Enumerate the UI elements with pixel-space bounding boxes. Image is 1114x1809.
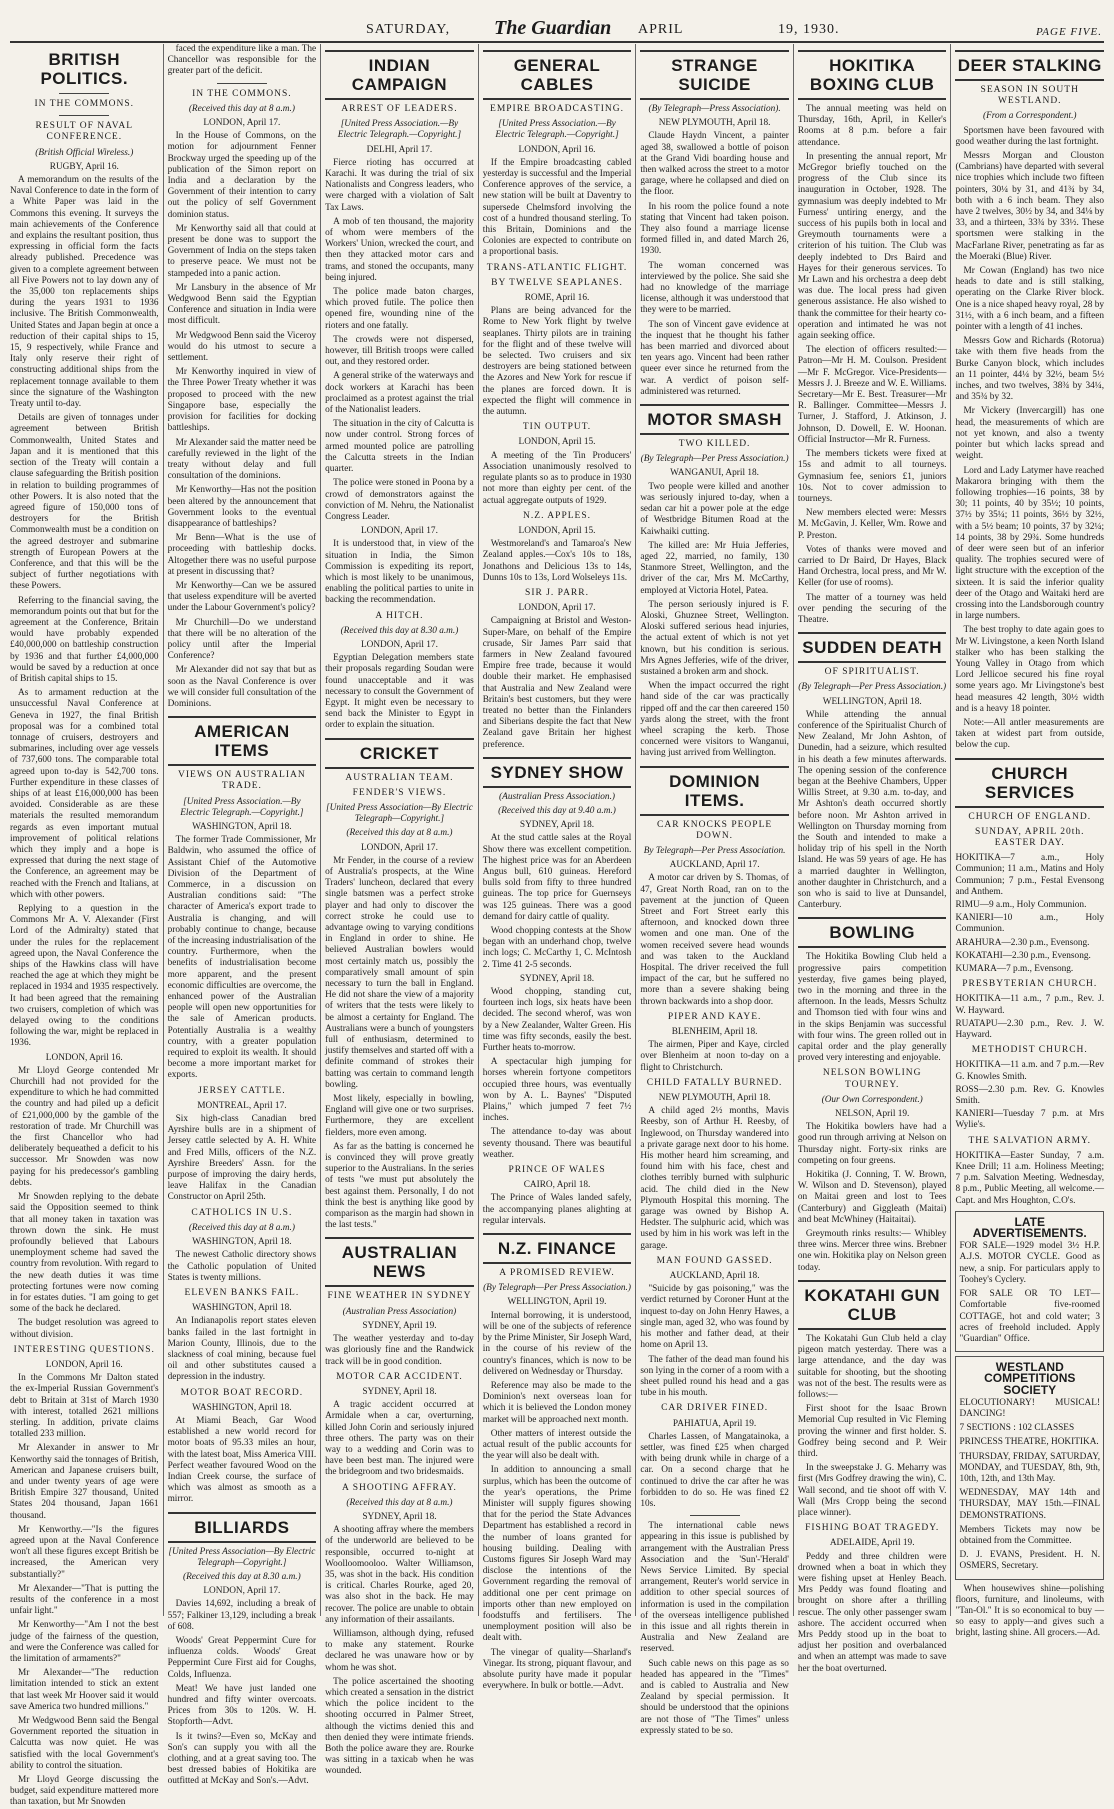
paragraph: Campaigning at Bristol and Weston-Super-Mare, on behalf of the Empire crusade, Sir James Parr said that farmers in New Zealand favoured Empire free trade, because it would double their market. He emphasised that Australia and New Zealand were Britain's best customers, but they were treated no better than the Finlanders and Siberians despite the fact that New Zealand gave Britain her highest preference. bbox=[482, 616, 632, 750]
service-entry: RUATAPU—2.30 p.m., Rev. J. W. Hayward. bbox=[955, 1018, 1105, 1041]
paragraph: It is understood that, in view of the situation in India, the Simon Commission is expediting its report, which is most likely to be unanimous, enabling the political parties to unite in backing the recommendation. bbox=[325, 539, 474, 606]
paragraph: Sportsmen have been favoured with good weather during the last fortnight. bbox=[955, 125, 1105, 147]
headline-church-services: CHURCH SERVICES bbox=[955, 758, 1104, 808]
subheading: FENDER'S VIEWS. bbox=[352, 787, 447, 798]
service-entry: RIMU—9 a.m., Holy Communion. bbox=[955, 900, 1087, 910]
headline-westland-competitions: WESTLAND COMPETITIONS SOCIETY bbox=[984, 1360, 1076, 1397]
masthead-month: APRIL bbox=[638, 22, 684, 37]
paragraph: A shooting affray where the members of the underworld are believed to be responsible, occurred to-night at Woolloomooloo. Walter Williamson, 35, was shot in the back. His condition is critical. Charles Rourke, aged 20, was also shot in the back. He may recover. The police are unable to obtain any information of their assailants. bbox=[325, 1525, 474, 1625]
dateline: LONDON, April 16. bbox=[45, 1359, 123, 1370]
column-4 bbox=[478, 44, 632, 1692]
paragraph: Peddy and three children were drowned when a boat in which they were fishing upset at Henley Beach. Mrs Peddy was found floating and brought on shore after a thrilling rescue. The only other passenger swam ashore. The accident occurred when Mrs Peddy stood up in the boat to adjust her position and overbalanced and when an attempt was made to save her the boat overturned. bbox=[797, 1551, 947, 1674]
subheading: CAR DRIVER FINED. bbox=[661, 1403, 769, 1414]
paragraph: Mr Kenworthy.—"Is the figures agreed upon at the Naval Conference won't all these figures except British be increased, the American very substantially?" bbox=[10, 1524, 159, 1580]
paragraph: Reference may also be made to the Dominion's next overseas loan for which it is believed the London money market will be approached next month. bbox=[482, 1380, 632, 1425]
dateline: PAHIATUA, April 19. bbox=[672, 1418, 757, 1429]
paragraph: Claude Haydn Vincent, a painter aged 38, swallowed a bottle of poison at the Grand Vidi boarding house and then walked across the street to a motor garage, where he collapsed and died on the floor. bbox=[640, 131, 789, 198]
notice-paragraph: The international cable news appearing in this issue is published by arrangement with the Australian Press Association and the 'Sun'-'Herald' News Service Limited. By special arrangement, Reuter's world service in addition to other special sources of information is used in the compilation of the overseas intelligence published in this issue and all rights therein in Australia and New Zealand are reserved. bbox=[640, 1521, 789, 1655]
paragraph: Mr Lloyd George discussing the budget, said expenditure mattered more than taxation, but Mr Snowden bbox=[10, 1775, 159, 1808]
paragraph: Mr Kenworthy—"Am I not the best judge of the fairness of the question, and were the Conference was called for the limitation of armaments?" bbox=[10, 1620, 159, 1665]
subheading: IN THE COMMONS. bbox=[34, 99, 135, 109]
paragraph: In his room the police found a note stating that Vincent had taken poison. They also found a marriage license formed filled in, and dated March 26, 1930. bbox=[640, 201, 789, 257]
paragraph: In the Commons Mr Dalton stated the ex-Imperial Russian Government's debt to Britain at 31st of March 1930 with interest, totalled 2621 millions sterling. In addition, private claims totalled 233 million. bbox=[10, 1373, 159, 1440]
dateline: MONTREAL, April 17. bbox=[197, 1100, 287, 1111]
paragraph: The Prince of Wales landed safely, the accompanying planes alighting at regular intervals. bbox=[482, 1193, 632, 1226]
paragraph: At the stud cattle sales at the Royal Show there was excellent competition. The highest price was for an Aberdeen Angus bull, 610 guineas. Hereford bulls sold from fifty to three hundred guineas. The top price for Guernseys was 125 guineas. There was a good demand for dairy cattle of quality. bbox=[482, 833, 632, 922]
service-entry: KANIERI—10 a.m., Holy Communion. bbox=[955, 913, 1105, 935]
column-1 bbox=[10, 44, 159, 1808]
paragraph: A child aged 2½ months, Mavis Reesby, son of Arthur H. Reesby, of Inglewood, on Thursday wandered into a private garage next door to his home. His mother heard him screaming, and found him with his face, chest and clothes terribly burned with sulphuric acid. The child died in the New Plymouth Hospital this morning. The garage was owned by Bishop A. Hedster. The sulphuric acid, which was used by him in his work was left in the garage. bbox=[640, 1106, 789, 1251]
source-line: By Telegraph—Per Press Association. bbox=[643, 845, 786, 856]
advert-line: WEDNESDAY, MAY 14th and THURSDAY, MAY 15th.—FINAL DEMONSTRATIONS. bbox=[959, 1488, 1101, 1521]
paragraph: When the impact occurred the right hand side of the car was practically ripped off and the car then careered 150 yards along the street, with the front wheel scraping the kerb. Those concerned were visitors to Wanganui, having just arrived from Wellington. bbox=[640, 681, 789, 759]
column-6 bbox=[793, 44, 947, 1674]
paragraph: The woman concerned was interviewed by the police. She said she had no knowledge of the marriage license, although it was understood that they were to be married. bbox=[640, 260, 789, 316]
dateline: WELLINGTON, April 19. bbox=[507, 1297, 607, 1308]
column-3 bbox=[320, 44, 474, 1777]
paragraph: Hokitika (J. Conning, T. W. Brown, W. Wilson and D. Stevenson), played on Maitai green and lost to Tees (Canterbury) and Giggleath (Maitai) and beat McWhiney (Haitaitai). bbox=[797, 1170, 947, 1225]
paragraph: The Kokatahi Gun Club held a clay pigeon match yesterday. There was a large attendance, and the day was suitable for shooting, but the shooting was not of the best. The results were as follows:— bbox=[797, 1333, 947, 1400]
subheading: ARREST OF LEADERS. bbox=[341, 104, 458, 114]
dateline: WASHINGTON, April 18. bbox=[192, 1402, 292, 1413]
dateline: AUCKLAND, April 18. bbox=[669, 1271, 760, 1282]
paragraph: Replying to a question in the Commons Mr A. V. Alexander (First Lord of the Admiralty) stated that under the rules for the replacement agreed upon, the Naval Conference the ships of the Hawkins class will have reached the age at which they might be replaced in 1934 and 1935 respectively. It had been agreed that the remaining two cruisers, completion of which was delayed owing to the conditions following the war, might be replaced in 1936. bbox=[10, 904, 159, 1049]
subheading: FINE WEATHER IN SYDNEY bbox=[327, 1291, 472, 1302]
dateline: LONDON, April 17. bbox=[360, 842, 438, 853]
paragraph: The crowds were not dispersed, however, till British troops were called out, and they restored order. bbox=[325, 334, 474, 368]
headline-sydney-show: SYDNEY SHOW bbox=[483, 757, 632, 788]
headline-australian-news: AUSTRALIAN NEWS bbox=[325, 1237, 474, 1287]
paragraph: Mr Kenworthy inquired in view of the Three Power Treaty whether it was proposed to proceed with the new Singapore base, especially the provision for facilities for docking battleships. bbox=[167, 367, 317, 434]
headline-dominion-items: DOMINION ITEMS. bbox=[640, 766, 789, 816]
paragraph: Lord and Lady Latymer have reached Makarora bringing with them the following trophies—16 points, 38 by 30; 11 points, 40 by 35½; 10 points, 37½ by 35¼; 11 points, 36½ by 32½, with a 5½ beam; 10 points, 37 by 32¼; 14 points, 38 by 29¾. Some hundreds of deer were seen but of an inferior quality. The trophies secured were of light structure with the exception of the sixteen. It is said the inferior quality deer of the Otago and Waitaki herd are crossing into the Landsborough country in large numbers. bbox=[955, 465, 1105, 622]
paragraph: Other matters of interest outside the actual result of the public accounts for the year will also be dealt with. bbox=[482, 1428, 632, 1462]
paragraph: An Indianapolis report states eleven banks failed in the last fortnight in Marion County, Illinois, due to the slackness of coal mining, because fuel oil and other substitutes caused a depression in the industry. bbox=[167, 1316, 317, 1383]
paragraph: Messrs Gow and Richards (Rotorua) take with them five heads from the Burke Canyon block, which includes an 11 pointer, 44¼ by 32½, beam 5½ inches, and two twelves, 38¾ by 34¼, and 35¾ by 32. bbox=[955, 336, 1105, 403]
source-line: (From a Correspondent.) bbox=[982, 111, 1077, 122]
source-line: [United Press Association.—By Electric Telegraph.—Copyright.] bbox=[180, 796, 304, 818]
dateline: BLENHEIM, April 18. bbox=[671, 1027, 758, 1038]
subheading: A PROMISED REVIEW. bbox=[499, 1268, 615, 1279]
subheading: INTERESTING QUESTIONS. bbox=[13, 1344, 155, 1355]
column-7 bbox=[950, 44, 1105, 1639]
paragraph: The matter of a tourney was held over pending the securing of the Theatre. bbox=[797, 592, 947, 625]
paragraph: Mr Cowan (England) has two nice heads to date and is still stalking, operating on the Clarke River block. One is a nice shaped heavy royal, 28 by 31½, with a 6 inch beam, and a fifteen pointer with a length of 41 inches. bbox=[955, 266, 1105, 333]
paragraph: Mr Kenworthy said all that could at present be done was to support the Government of India on the steps taken to preserve peace. We must not be stampeded into a panic action. bbox=[167, 223, 317, 279]
dateline: SYDNEY, April 18. bbox=[362, 1511, 437, 1522]
service-entry: KANIERI—Tuesday 7 p.m. at Mrs Wylie's. bbox=[955, 1109, 1105, 1131]
paragraph: In the sweepstake J. G. Meharry was first (Mrs Godfrey drawing the win), C. Wall second, and tie shoot off with V. Wall (Mrs Cropp being the second place winner). bbox=[797, 1463, 947, 1518]
subheading: TIN OUTPUT. bbox=[522, 422, 592, 433]
paragraph: Mr Churchill—Do we understand that there will be no alteration of the policy until after the Imperial Conference? bbox=[167, 617, 317, 662]
dateline: LONDON, April 15. bbox=[518, 437, 596, 448]
headline-indian-campaign: INDIAN CAMPAIGN bbox=[325, 50, 474, 100]
masthead-day: SATURDAY, bbox=[366, 22, 451, 37]
column-2 bbox=[163, 44, 317, 1787]
paragraph: Internal borrowing, it is understood, will be one of the subjects of reference by the Prime Minister, Sir Joseph Ward, in the course of his review of the country's finances, which is now to be delivered on Wednesday or Thursday. bbox=[482, 1310, 632, 1377]
paragraph: Mr Benn—What is the use of proceeding with battleship docks. Altogether there was no useful purpose at present in discussing that? bbox=[167, 533, 317, 577]
paragraph: The police made baton charges, which proved futile. The police then opened fire, wounding nine of the rioters and one fatally. bbox=[325, 287, 474, 331]
paragraph: First shoot for the Isaac Brown Memorial Cup resulted in Vic Fleming proving the winner and first holder. S. Godfrey being second and P. Weir third. bbox=[797, 1404, 947, 1459]
paragraph: Mr Alexander in answer to Mr Kenworthy said the tonnages of British, American and Japanese cruisers built, and under twenty years of age were British Empire 327 thousand, United States 204 thousand, Japan 1661 thousand. bbox=[10, 1443, 159, 1521]
received-line: (Received this day at 8 a.m.) bbox=[188, 103, 295, 114]
source-line: (Australian Press Association) bbox=[342, 1306, 457, 1317]
subheading: A SHOOTING AFFRAY. bbox=[342, 1482, 457, 1493]
paragraph: Mr Wedgwood Benn said the Viceroy would do his utmost to secure a settlement. bbox=[167, 330, 317, 364]
paragraph: Davies 14,692, including a break of 557; Falkiner 13,129, including a break of 608. bbox=[167, 1599, 317, 1632]
dateline: LONDON, April 17. bbox=[518, 603, 596, 614]
paragraph: Votes of thanks were moved and carried to Dr Baird, Dr Hayes, Black Hand Orchestra, local press, and Mr W. Keller (for use of rooms). bbox=[797, 544, 947, 589]
columns bbox=[8, 44, 1106, 1808]
competitions-advert bbox=[955, 1356, 1104, 1579]
headline-kokatahi-gun-club: KOKATAHI GUN CLUB bbox=[798, 1280, 947, 1330]
service-entry: HOKITIKA—7 a.m., Holy Communion; 11 a.m., Matins and Holy Communion; 7 p.m., Festal Evensong and Anthem. bbox=[955, 853, 1105, 897]
dateline: WELLINGTON, April 18. bbox=[822, 696, 922, 707]
subheading: CATHOLICS IN U.S. bbox=[191, 1207, 293, 1218]
subheading: SIR J. PARR. bbox=[525, 587, 589, 598]
source-line: (By Telegraph—Per Press Association.) bbox=[483, 1283, 631, 1294]
paragraph: Westmoreland's and Tamaroa's New Zealand apples.—Cox's 10s to 18s, Jonathons and Delicious 13s to 14s, Dunns 10s to 13s, Lord Wolseleys 11s. bbox=[482, 539, 632, 583]
paragraph: The airmen, Piper and Kaye, circled over Blenheim at noon to-day on a flight to Christchurch. bbox=[640, 1040, 789, 1073]
rule bbox=[690, 1515, 740, 1516]
paragraph: Fierce rioting has occurred at Karachi. It was during the trial of six Nationalists and Congress leaders, who were charged with a violation of Salt Tax Laws. bbox=[325, 157, 474, 213]
paragraph: A general strike of the waterways and dock workers at Karachi has been proclaimed as a protest against the trial of the Nationalist leaders. bbox=[325, 371, 474, 416]
advert-line: ELOCUTIONARY! MUSICAL! DANCING! bbox=[959, 1397, 1101, 1419]
paragraph: In addition to announcing a small surplus, which has been the outcome of the year's operations, the Prime Minister will supply figures showing that for the period the State Advances Department has established a record in the number of loans granted for housing building. Dealing with Customs figures Sir Joseph Ward may disclose the intentions of the Government regarding the removal of additional one per cent primage on imports other than new employed on foodstuffs and fertilisers. The unemployment position will also be dealt with. bbox=[482, 1465, 632, 1644]
paragraph: The weather yesterday and to-day was gloriously fine and the Randwick track will be in good condition. bbox=[325, 1334, 474, 1367]
paragraph: Mr Snowden replying to the debate said the Opposition seemed to think that all money taken in taxation was thrown down the sink. He must profoundly believed that Labours unemployment scheme had saved the country from revolution. With regard to the new death duties it was time protecting fortunes were now coming in for estates duties. "I am going to get some of the back he declared. bbox=[10, 1192, 159, 1315]
paragraph: Mr Fender, in the course of a review of Australia's prospects, at the Wine Traders' luncheon, declared that every single batsmen was a perfect stroke player and had only to discover the correct stroke he could use to advantage owing to varying conditions in England in order to shine. He believed Australian bowlers would most certainly match us, possibly the comparatively small amount of spin necessary to turn the ball in England. He did not share the view of a majority of writers that the tests were likely to be almost a certainty for England. The Australians were a bunch of youngsters full of enthusiasm, determined to justify themselves and started off with a definite command of strokes their batting was certain to command length bowling. bbox=[325, 855, 474, 1090]
dateline: WASHINGTON, April 18. bbox=[192, 1303, 292, 1314]
received-line: (Received this day at 8 a.m.) bbox=[346, 1497, 453, 1508]
subheading: THE SALVATION ARMY. bbox=[968, 1135, 1092, 1146]
paragraph: Mr Alexander—"That is putting the results of the conference in a most unfair light." bbox=[10, 1583, 159, 1617]
paragraph: Egyptian Delegation members state their proposals regarding Soudan were found unacceptable and it was necessary to consult the Government of Egypt. It might even be necessary to send back the Minister to Egypt in order to explain the situation. bbox=[325, 653, 474, 731]
subheading: MAN FOUND GASSED. bbox=[656, 1255, 773, 1266]
subheading: PRINCE OF WALES bbox=[508, 1165, 606, 1176]
dateline: LONDON, April 17. bbox=[203, 118, 281, 129]
received-line: (Received this day at 9.40 a.m.) bbox=[498, 805, 616, 816]
headline-late-advertisements: LATE ADVERTISEMENTS. bbox=[972, 1214, 1087, 1241]
source-line: (By Telegraph—Per Press Association.) bbox=[640, 454, 789, 465]
source-line: [United Press Association—By Electric Telegraph—Copyright.] bbox=[168, 1546, 316, 1568]
subheading: CHILD FATALLY BURNED. bbox=[646, 1077, 783, 1088]
dateline: LONDON, April 17. bbox=[360, 639, 438, 650]
paragraph: A spectacular high jumping for horses wherein fortyone competitors occupied three hours, was eventually won by A. L. Baynes' "Disputed Plains," which jumped 7 feet 7½ inches. bbox=[482, 1057, 632, 1124]
paragraph: At Miami Beach, Gar Wood established a new world record for motor boats of 95.33 miles an hour, with the latest boat, Miss America VIII. Perfect weather favoured Wood on the Indian Creek course, the surface of which was almost as smooth as a mirror. bbox=[167, 1415, 317, 1505]
subheading: IN THE COMMONS. bbox=[192, 88, 292, 99]
paragraph: The Hokitika bowlers have had a good run through arriving at Nelson on Thursday night. Forty-six rinks are competing on four greens. bbox=[797, 1122, 947, 1166]
paragraph: A motor car driven by S. Thomas, of 47, Great North Road, ran on to the pavement at the junction of Queen Street and Fort Street early this afternoon, and knocked down three women and one man. One of the women received severe head wounds and was taken to the Auckland Hospital. The driver received the full impact of the car, but he suffered no more than a severe shaking being thrown backwards into a shop door. bbox=[640, 873, 789, 1007]
dateline: ROME, April 16. bbox=[524, 293, 590, 304]
advert-line: THURSDAY, FRIDAY, SATURDAY, MONDAY, and TUESDAY, 8th, 9th, 10th, 12th, and 13th May. bbox=[959, 1451, 1101, 1484]
paragraph: The police were stoned in Poona by a crowd of demonstrators against the conviction of M. Nehru, the Nationalist Congress Leader. bbox=[325, 478, 474, 522]
headline-nz-finance: N.Z. FINANCE bbox=[483, 1233, 632, 1264]
received-line: (Received this day at 8 a.m.) bbox=[346, 828, 453, 839]
paragraph: Mr Alexander said the matter need be carefully reviewed in the light of the treaty without delay and full consultation of the dominions. bbox=[167, 437, 317, 482]
source-line: (By Telegraph—Press Association). bbox=[648, 104, 781, 114]
dateline: CAIRO, April 18. bbox=[523, 1180, 591, 1191]
paragraph: Wood chopping contests at the Show began with an underhand chop, twelve inch logs; C. McCarthy 1, C. McIntosh 2. Time 41 2-5 seconds. bbox=[482, 926, 632, 970]
advertisement: Is it twins?—Even so, McKay and Son's can supply you with all the clothing, and at a great saving too. The best dressed babies of Hokitika are outfitted at McKay and Son's.—Advt. bbox=[167, 1731, 317, 1787]
paragraph: New members elected were: Messrs M. McGavin, J. Keller, Wm. Rowe and P. Preston. bbox=[797, 508, 947, 541]
paragraph: Messrs Morgan and Clouston (Cambrians) have departed with several nice trophies which include two fifteen pointers, 30¼ by 31, and 41¾ by 34, both with a 6 inch beam. They also have 2 twelves, 30½ by 34, and 34⅛ by 33, and a thirteen, 33¾ by 33½. These sportsmen were stalking in the MacFarlane River, penetrating as far as the Moeraki (Blue) River. bbox=[955, 151, 1105, 262]
paragraph: Mr Kenworthy—Can we be assured that useless expenditure will be averted under the Labour Government's policy? bbox=[167, 580, 317, 614]
paragraph: Six high-class Canadian bred Ayrshire bulls are in a shipment of Jersey cattle selected by A. H. White and Fred Mills, officers of the N.Z. Ayrshire Breeders' Assn. for the purpose of improving the dairy herds, leave Halifax in the Canadian Constructor on April 25th. bbox=[167, 1114, 317, 1203]
paragraph: Referring to the financial saving, the memorandum points out that but for the agreement at the Conference, Britain would have probably expended £40,000,000 on battleship construction by 1936 and that further £4,000,000 would be saved by a reduction at once of British capital ships to 15. bbox=[10, 595, 159, 684]
dateline: SYDNEY, April 18. bbox=[519, 973, 595, 984]
advert-line: 7 SECTIONS : 102 CLASSES bbox=[959, 1423, 1075, 1434]
column-5 bbox=[635, 44, 789, 1736]
subheading: AUSTRALIAN TEAM. bbox=[345, 772, 454, 783]
service-entry: HOKITIKA—Easter Sunday, 7 a.m. Knee Drill; 11 a.m. Holiness Meeting; 7 p.m. Salvation Meeting. Wednesday, 8 p.m., Public Meeting, all welcome.—Capt. and Mrs Houghton, C.O's. bbox=[955, 1150, 1105, 1206]
headline-american-items: AMERICAN ITEMS bbox=[168, 716, 317, 766]
paragraph: As far as the batting is concerned he is convinced they will prove greatly superior to the Australians. In the series of tests "we must put absolutely the best against them. Personally, I do not think the best is anything like good by comparison as the margin had shown in the last tests." bbox=[325, 1141, 474, 1231]
paragraph: The killed are: Mr Huia Jefferies, aged 22, married, no family, 130 Stanmore Street, Wellington, and the driver of the car, Mrs M. McCarthy, employed at Victoria Hotel, Patea. bbox=[640, 540, 789, 596]
paragraph: The election of officers resulted:— Patron—Mr H. M. Coulson. President—Mr F. McGregor. Vice-Presidents—Messrs J. J. Breeze and W. E. Williams. Secretary—Mr E. Best. Treasurer—Mr R. Ballinger. Committee—Messrs J. Turner, J. Stafford, J. Atkinson, J. Johnson, D. Dowell, E. W. Hoonan. Official Instructor—Mr R. Furness. bbox=[797, 345, 947, 445]
subheading: TRANS-ATLANTIC FLIGHT. bbox=[486, 262, 628, 273]
dateline: LONDON, April 16. bbox=[518, 144, 596, 155]
dateline: LONDON, April 15. bbox=[518, 525, 596, 536]
paragraph: If the Empire broadcasting cabled yesterday is successful and the Imperial Conference approves of the service, a new station will be built at Daventry to supersede Chelmsford involving the cost of a hundred thousand sterling. To this Britain, Dominions and the Colonies are expected to contribute on a proportional basis. bbox=[482, 157, 632, 258]
paragraph: Greymouth rinks results:— Whibley three wins. Mercer three wins. Brebner one win. Hokitika play on Nelson green today. bbox=[797, 1229, 947, 1273]
dateline: NELSON, April 19. bbox=[834, 1109, 910, 1120]
paragraph: In presenting the annual report, Mr McGregor briefly touched on the progress of the Club since its inauguration in October, 1928. The gymnasium was deeply indebted to Mr Furness' untiring energy, and the success of his pupils both in local and Greymouth tournaments were a criterion of his tuition. The Club was deeply indebted to Drs Baird and Hayes for their generous services. To Mr Lawn and his orchestra a deep debt was due. The local press had given generous assistance. He also wished to thank the committee for their hearty co-operation and intimated he was not again seeking office. bbox=[797, 151, 947, 342]
church-listing bbox=[955, 812, 1104, 1207]
headline-general-cables: GENERAL CABLES bbox=[483, 50, 632, 100]
paragraph: The son of Vincent gave evidence at the inquest that he thought his father has been married and divorced about ten years ago. Vincent had been rather queer ever since he returned from the war. A verdict of poison self-administered was returned. bbox=[640, 319, 789, 397]
subheading: CHURCH OF ENGLAND. bbox=[968, 811, 1092, 822]
paragraph: The annual meeting was held on Thursday, 16th, April, in Keller's Rooms at 8 p.m. before a fair attendance. bbox=[797, 104, 947, 148]
dateline: LONDON, April 16. bbox=[45, 1052, 123, 1063]
advertisement: The vinegar of quality—Sharland's Vinegar. Its strong, piquant flavour, and absolute purity have made it popular everywhere. In bulk or bottle.—Advt. bbox=[482, 1647, 632, 1692]
source-line: (Australian Press Association.) bbox=[499, 791, 615, 802]
paragraph: A meeting of the Tin Producers' Association unanimously resolved to regulate plants so as to produce in 1930 not more than eighty per cent. of the actual aggregate outputs of 1929. bbox=[482, 450, 632, 506]
subheading: OF SPIRITUALIST. bbox=[824, 667, 920, 678]
dateline: WASHINGTON, April 18. bbox=[192, 1237, 292, 1248]
advertisement: Woods' Great Peppermint Cure for influenza colds. Woods' Great Peppermint Cure First aid for Coughs, Colds, Influenza. bbox=[167, 1635, 317, 1680]
subheading: SEASON IN SOUTH WESTLAND. bbox=[980, 85, 1079, 107]
dateline: SYDNEY, April 19. bbox=[362, 1320, 437, 1331]
advert-line: D. J. EVANS, President. H. N. OSMERS, Secretary. bbox=[959, 1550, 1101, 1572]
paragraph: Note:—All antler measurements are taken at widest part from outside, below the cup. bbox=[955, 717, 1105, 751]
paragraph: The Hokitika Bowling Club held a progressive pairs competition yesterday, five games being played, two in the morning and three in the afternoon. In the leads, Messrs Schultz and Thomson tied with four wins and in the skips Benjamin was successful with four wins. The green rolled out in capital order and the play generally proved very interesting and enjoyable. bbox=[797, 952, 947, 1064]
source-line: [United Press Association—By Electric Telegraph—Copyright.] bbox=[325, 802, 473, 825]
paragraph: Plans are being advanced for the Rome to New York flight by twelve seaplanes. Thirty pilots are in training for the flight and of these twelve will be selected. Two cruisers and six destroyers are being stationed between the Azores and New York for rescue if the planes are forced down. It is expected the flight will commence in the autumn. bbox=[482, 306, 632, 418]
source-line: (British Official Wireless.) bbox=[35, 147, 134, 158]
dateline: RUGBY, April 16. bbox=[49, 161, 119, 172]
advert-line: Members Tickets may now be obtained from the Committee. bbox=[959, 1524, 1101, 1546]
paragraph: Mr Kenworthy—Has not the position been altered by the announcement that Government looks to the eventual disappearance of battleships? bbox=[167, 485, 317, 529]
dateline: ADELAIDE, April 19. bbox=[829, 1538, 915, 1549]
headline-sudden-death: SUDDEN DEATH bbox=[798, 632, 947, 663]
dateline: WANGANUI, April 18. bbox=[670, 468, 760, 479]
service-entry: ARAHURA—2.30 p.m., Evensong. bbox=[955, 937, 1090, 948]
headline-motor-smash: MOTOR SMASH bbox=[640, 404, 789, 435]
dateline: SYDNEY, April 18. bbox=[519, 820, 595, 831]
page-number: PAGE FIVE. bbox=[1035, 26, 1102, 38]
paragraph: Mr Lansbury in the absence of Mr Wedgwood Benn said the Egyptian Conference and situation in India were most difficult. bbox=[167, 282, 317, 327]
subheading: N.Z. APPLES. bbox=[523, 510, 591, 521]
paragraph: The police ascertained the shooting which created a sensation in the district which the police incident to the shooting occurred in Palmer Street, although the victims denied this and then denied they were intimate friends. Both the police aware they are. Rourke was sitting in a taxicab when he was wounded. bbox=[325, 1676, 474, 1777]
source-line: (Our Own Correspondent.) bbox=[821, 1094, 923, 1105]
advertisement: When housewives shine—polishing floors, furniture, and linoleums, with "Tan-Ol." It is so economical to buy —so easy to apply—and gives such a bright, lasting shine. All grocers.—Ad. bbox=[955, 1583, 1105, 1639]
classified-ad: FOR SALE—1929 model 3½ H.P. A.J.S. MOTOR CYCLE. Good as new, a snip. For particulars apply to Toohey's Cyclery. bbox=[959, 1241, 1101, 1285]
subheading: METHODIST CHURCH. bbox=[971, 1045, 1088, 1056]
headline-cricket: CRICKET bbox=[325, 738, 474, 769]
notice-paragraph: Such cable news on this page as so headed has appeared in the "Times" and is cabled to Australia and New Zealand by special permission. It should be understood that the opinions are not those of "The Times" unless expressly stated to be so. bbox=[640, 1658, 789, 1736]
paragraph: Mr Lloyd George contended Mr Churchill had not provided for the expenditure to which he had committed the country and had piled up a deficit of £21,000,000 by the gamble of the restoration of trade. Mr Churchill was the first Chancellor who had deliberately bequeathed a deficit to his successor. Mr Snowden was now paying for his predecessor's gambling debts. bbox=[10, 1065, 159, 1188]
paragraph: Mr Vickery (Invercargill) has one head, the measurements of which are not yet known, and also a twenty pointer but which lacks spread and weight. bbox=[955, 406, 1105, 462]
headline-hokitika-boxing-club: HOKITIKA BOXING CLUB bbox=[798, 50, 947, 100]
service-entry: KUMARA—7 p.m., Evensong. bbox=[955, 964, 1074, 975]
classified-ad: FOR SALE OR TO LET—Comfortable five-roomed COTTAGE, hot and cold water; 3 acres of freehold included. Apply "Guardian" Office. bbox=[959, 1289, 1101, 1344]
rule bbox=[59, 93, 109, 94]
paragraph: A tragic accident occurred at Armidale when a car, overturning, killed John Corin and seriously injured three others. The party was on their way to a wedding and Corin was to have been best man. The injured were the bridegroom and two bridesmaids. bbox=[325, 1400, 474, 1478]
service-entry: HOKITIKA—11 a.m. and 7 p.m.—Rev G. Knowles Smith. bbox=[955, 1060, 1105, 1082]
masthead bbox=[10, 4, 1104, 43]
subheading: VIEWS ON AUSTRALIAN TRADE. bbox=[178, 770, 306, 792]
masthead-title: The Guardian bbox=[494, 17, 612, 39]
headline-deer-stalking: DEER STALKING bbox=[955, 50, 1104, 81]
paragraph: Mr Alexander did not say that but as soon as the Naval Conference is over we will consider full consultation of the Dominions. bbox=[167, 665, 317, 709]
dateline: NEW PLYMOUTH, April 18. bbox=[658, 1093, 771, 1104]
headline-billiards: BILLIARDS bbox=[168, 1512, 317, 1543]
late-advertisements-box bbox=[955, 1211, 1104, 1352]
service-entry: ROSS—2.30 p.m. Rev. G. Knowles Smith. bbox=[955, 1084, 1105, 1107]
dateline: LONDON, April 17. bbox=[203, 1586, 281, 1597]
paragraph: Mr Alexander—"The reduction limitation intended to stick an extent that last week Mr Hoover said it would save America two hundred millions." bbox=[10, 1668, 159, 1712]
subheading: RESULT OF NAVAL CONFERENCE. bbox=[35, 121, 134, 143]
paragraph: The best trophy to date again goes to Mr W. Livingstone, a keen North Island stalker who has been stalking the Young Valley in Otago from which Lord Jellicoe secured his fine royal some years ago. Mr Livingstone's best head measures 42 length, 30½ width and is a heavy 18 pointer. bbox=[955, 625, 1105, 714]
paragraph: The father of the dead man found his son lying in the corner of a room with a sheet pulled round his head and a gas tube in his mouth. bbox=[640, 1354, 789, 1399]
dateline: LONDON, April 17. bbox=[360, 526, 438, 537]
paragraph: A mob of ten thousand, the majority of whom were members of the Workers' Union, wrecked the court, and then they attacked motor cars and trams, and stoned the occupants, many being injured. bbox=[325, 216, 474, 283]
paragraph: Charles Lassen, of Mangatainoka, a settler, was fined £25 when charged with being drunk while in charge of a car. On a second charge that he continued to drive the car after he was forbidden to do so. He was fined £2 10s. bbox=[640, 1431, 789, 1509]
rule bbox=[217, 83, 267, 84]
received-line: (Received this day at 8.30 a.m.) bbox=[340, 625, 459, 636]
masthead-date: 19, 1930. bbox=[778, 22, 840, 37]
paragraph: The members tickets were fixed at 15s and admit to all tourneys. Gymnasium fee, seniors £1, juniors 10s. Not to cover admission to tourneys. bbox=[797, 449, 947, 504]
subheading: ELEVEN BANKS FAIL. bbox=[184, 1287, 300, 1298]
paragraph: The situation in the city of Calcutta is now under control. Strong forces of armed mounted police are patrolling the Calcutta streets in the Indian quarter. bbox=[325, 419, 474, 475]
paragraph: The person seriously injured is F. Aloski, Ghuznee Street, Wellington. Aloski suffered serious head injuries, the actual extent of which is not yet known, but his condition is serious. Mrs Agnes Jefferies, wife of the driver, sustained a broken arm and shock. bbox=[640, 599, 789, 677]
subheading: SUNDAY, APRIL 20th. EASTER DAY. bbox=[975, 826, 1085, 848]
paragraph: While attending the annual conference of the Spiritualist Church of New Zealand, Mr John Ashton, of Dunedin, had a seizure, which resulted in his death a few minutes afterwards. The opening session of the conference began at the Beehive Chambers, Upper Willis Street, at 9.30 a.m. to-day, and Mr Ashton's death occurred shortly before noon. Mr Ashton arrived in Wellington on Thursday morning from the South and intended to make a holiday trip of his spell in the North Island. He was 59 years of age. He has a married daughter in Wellington, another daughter in Christchurch, and a son who is said to live at Dunsandel, Canterbury. bbox=[797, 709, 947, 911]
received-line: (Received this day at 8.30 a.m.) bbox=[183, 1571, 301, 1582]
subheading: NELSON BOWLING TOURNEY. bbox=[822, 1068, 922, 1090]
paragraph: Mr Wedgwood Benn said the Bengal Government reported the situation in Calcutta was now quiet. He was satisfied with the local Government's ability to control the situation. bbox=[10, 1716, 159, 1771]
dateline: DELHI, April 17. bbox=[366, 144, 433, 155]
dateline: AUCKLAND, April 17. bbox=[669, 860, 760, 871]
paragraph: Most likely, especially in bowling, England will give one or two surprises. Furthermore, they are excellent fielders, more even among. bbox=[325, 1094, 474, 1138]
service-entry: KOKATAHI—2.30 p.m., Evensong. bbox=[955, 950, 1091, 961]
advertisement: Meat! We have just landed one hundred and fifty winter overcoats. Prices from 30s to 120s. W. H. Stopforth—Advt. bbox=[167, 1683, 317, 1728]
subheading: MOTOR BOAT RECORD. bbox=[180, 1387, 304, 1398]
dateline: SYDNEY, April 18. bbox=[362, 1386, 437, 1397]
paragraph: The attendance to-day was about seventy thousand. There was beautiful weather. bbox=[482, 1127, 632, 1160]
paragraph: Wood chopping, standing cut, fourteen inch logs, six heats have been decided. The second wherof, was won by a New Zealander, Walter Green. His time was fifty seconds, easily the best. Further heats to-morrow. bbox=[482, 987, 632, 1054]
subheading: MOTOR CAR ACCIDENT. bbox=[336, 1371, 463, 1382]
paragraph: In the House of Commons, on the motion for adjournment Fenner Brockway urged the speeding up of the publication of the Simon report on India and a declaration by the Government of their intention to carry out the policy of self Government dominion status. bbox=[167, 131, 317, 220]
paragraph: As to armament reduction at the unsuccessful Naval Conference at Geneva in 1927, the final British proposal was for a combined total tonnage of cruisers, destroyers and submarines, including over age vessels of 737,600 tons. The comparable total agreed upon to-day is 542,700 tons. Further expenditure in these classes of ships of at least £16,000,000 has been avoided. Considerable as are these materials the resulted memorandum regards as even important mutual improvement of political relations which they imply and a hope is expressed that during the next stage of the Conference, an agreement may be reached with the French and Italians, at which with other powers. bbox=[10, 688, 159, 900]
paragraph: The former Trade Commissioner, Mr Baldwin, who assumed the office of Assistant Chief of the Automotive Division of the Department of Commerce, in a discussion on Australian conditions said: "The character of America's export trade to Australia is changing, and will probably continue to change, because of the increasing industrialisation of the country. Furthermore, when the benefits of industrialisation become more apparent, and the present economic difficulties are overcome, the enhanced power of the Australian people will open new opportunities for the sale of American products. Potentially Australia is a wealthy country, with a greater population required to exploit its wealth. It should become a more important market for exports. bbox=[167, 835, 317, 1081]
subheading: CAR KNOCKS PEOPLE DOWN. bbox=[657, 819, 773, 841]
paragraph: Details are given of tonnages under agreement between British Commonwealth, United States and Japan and it is mentioned that this section of the Treaty will contain a clause safeguarding the British position in relation to building programmes of other Powers. It is also noted that the agreed figure of 150,000 tons of destroyers for the British Commonwealth must be a condition on the agreed destroyer and submarine strength of European Powers at the Conference, and that this will be the subject of further negotiations with these Powers. bbox=[10, 413, 159, 592]
dateline: NEW PLYMOUTH, April 18. bbox=[658, 118, 771, 129]
headline-british-politics: BRITISH POLITICS. bbox=[40, 50, 129, 88]
subheading: EMPIRE BROADCASTING. bbox=[490, 104, 625, 114]
paragraph: "Suicide by gas poisoning," was the verdict returned by Coroner Hunt at the inquest to-day on John Henry Hawes, a single man, aged 32, who was found by his mother and father dead, at their home on April 13. bbox=[640, 1284, 789, 1351]
service-entry: HOKITIKA—11 a.m., 7 p.m., Rev. J. W. Hayward. bbox=[955, 994, 1105, 1016]
rule bbox=[59, 115, 109, 116]
paragraph: The newest Catholic directory shows the Catholic population of United States is twenty millions. bbox=[167, 1250, 317, 1283]
paragraph: Williamson, although dying, refused to make any statement. Rourke declared he was unaware how or by whom he was shot. bbox=[325, 1628, 474, 1673]
advert-line: PRINCESS THEATRE, HOKITIKA. bbox=[959, 1437, 1099, 1448]
received-line: (Received this day at 8 a.m.) bbox=[188, 1222, 295, 1233]
subheading: PRESBYTERIAN CHURCH. bbox=[962, 979, 1098, 990]
paragraph: faced the expenditure like a man. The Chancellor was responsible for the greater part of the deficit. bbox=[167, 44, 317, 77]
subheading: FISHING BOAT TRAGEDY. bbox=[805, 1523, 940, 1534]
subheading: A HITCH. bbox=[375, 610, 424, 621]
paragraph: Two people were killed and another was seriously injured to-day, when a sedan car hit a power pole at the edge of Westbridge Bitumen Road at the Kaiwhaiki cutting. bbox=[640, 481, 789, 537]
subheading: JERSEY CATTLE. bbox=[198, 1085, 286, 1096]
subheading: TWO KILLED. bbox=[678, 439, 751, 450]
source-line: [United Press Association.—By Electric Telegraph.—Copyright.] bbox=[337, 119, 462, 141]
paragraph: The budget resolution was agreed to without division. bbox=[10, 1318, 159, 1340]
headline-strange-suicide: STRANGE SUICIDE bbox=[640, 50, 789, 100]
source-line: [United Press Association.—By Electric Telegraph.—Copyright.] bbox=[495, 119, 619, 141]
source-line: (By Telegraph—Per Press Association.) bbox=[798, 682, 947, 693]
dateline: WASHINGTON, April 18. bbox=[192, 821, 292, 832]
subheading: BY TWELVE SEAPLANES. bbox=[491, 277, 623, 288]
headline-bowling: BOWLING bbox=[798, 917, 947, 948]
subheading: PIPER AND KAYE. bbox=[667, 1011, 762, 1022]
paragraph: A memorandum on the results of the Naval Conference to date in the form of a White Paper was laid in the Commons this evening. It surveys the main achievements of the Conference and explains the resultant position, thus expressing in official form the facts already published. Precedence was given to a complete agreement between all Five Powers not to lay down any of the 35,000 ton replacements ships during the years 1931 to 1936 inclusive. The British Commonwealth, United States and Japan begin at once a reduction of their capital ships to 15, 15, 9 respectively, while France and Italy only reserve their right of constructing additional ships from the replacement tonnage available to them since the signature of the Washington Treaty until to-day. bbox=[10, 175, 159, 410]
